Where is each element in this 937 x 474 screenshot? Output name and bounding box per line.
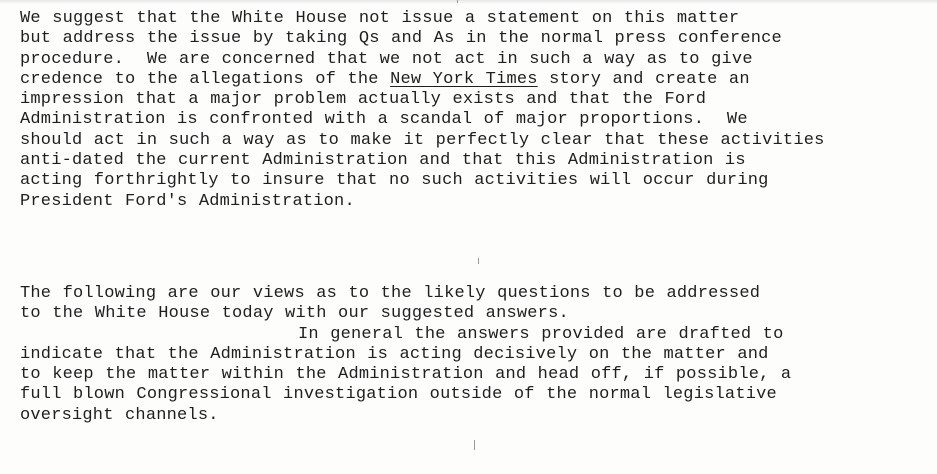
text-line: President Ford's Administration. bbox=[20, 191, 355, 211]
text-line: should act in such a way as to make it perfectly clear that these activities bbox=[20, 130, 825, 150]
text-fragment: credence to the allegations of the bbox=[20, 69, 391, 89]
text-line: indicate that the Administration is acting decisively on the matter and bbox=[20, 344, 769, 364]
scan-edge bbox=[0, 0, 937, 4]
fold-mark bbox=[457, 0, 458, 3]
text-line: impression that a major problem actually exists and that the Ford bbox=[20, 90, 707, 110]
text-line: Administration is confronted with a scandal of major proportions. We bbox=[20, 110, 748, 130]
text-line: We suggest that the White House not issue a statement on this matter bbox=[20, 9, 740, 28]
text-line bbox=[20, 70, 923, 90]
text-fragment: story and create an bbox=[537, 69, 750, 89]
newspaper-title: New York Times bbox=[390, 69, 538, 89]
text-line: anti-dated the current Administration and that this Administration is bbox=[20, 151, 746, 171]
text-line: acting forthrightly to insure that no such activities will occur during bbox=[20, 171, 769, 191]
text-line: The following are our views as to the likely questions to be addressed bbox=[20, 284, 761, 303]
text-line: to the White House today with our suggested answers. bbox=[20, 304, 569, 324]
text-line: In general the answers provided are drafted to bbox=[298, 324, 784, 344]
text-line: oversight channels. bbox=[20, 405, 219, 425]
text-line: to keep the matter within the Administration and head off, if possible, a bbox=[20, 365, 792, 385]
fold-mark bbox=[478, 258, 479, 264]
paragraph-questions bbox=[20, 284, 923, 426]
fold-mark bbox=[474, 440, 475, 450]
paragraph-recommendation bbox=[20, 9, 923, 212]
text-line: but address the issue by taking Qs and As in the normal press conference bbox=[20, 29, 782, 49]
text-line: full blown Congressional investigation outside of the normal legislative bbox=[20, 385, 777, 405]
text-line: procedure. We are concerned that we not act in such a way as to give bbox=[20, 49, 753, 69]
